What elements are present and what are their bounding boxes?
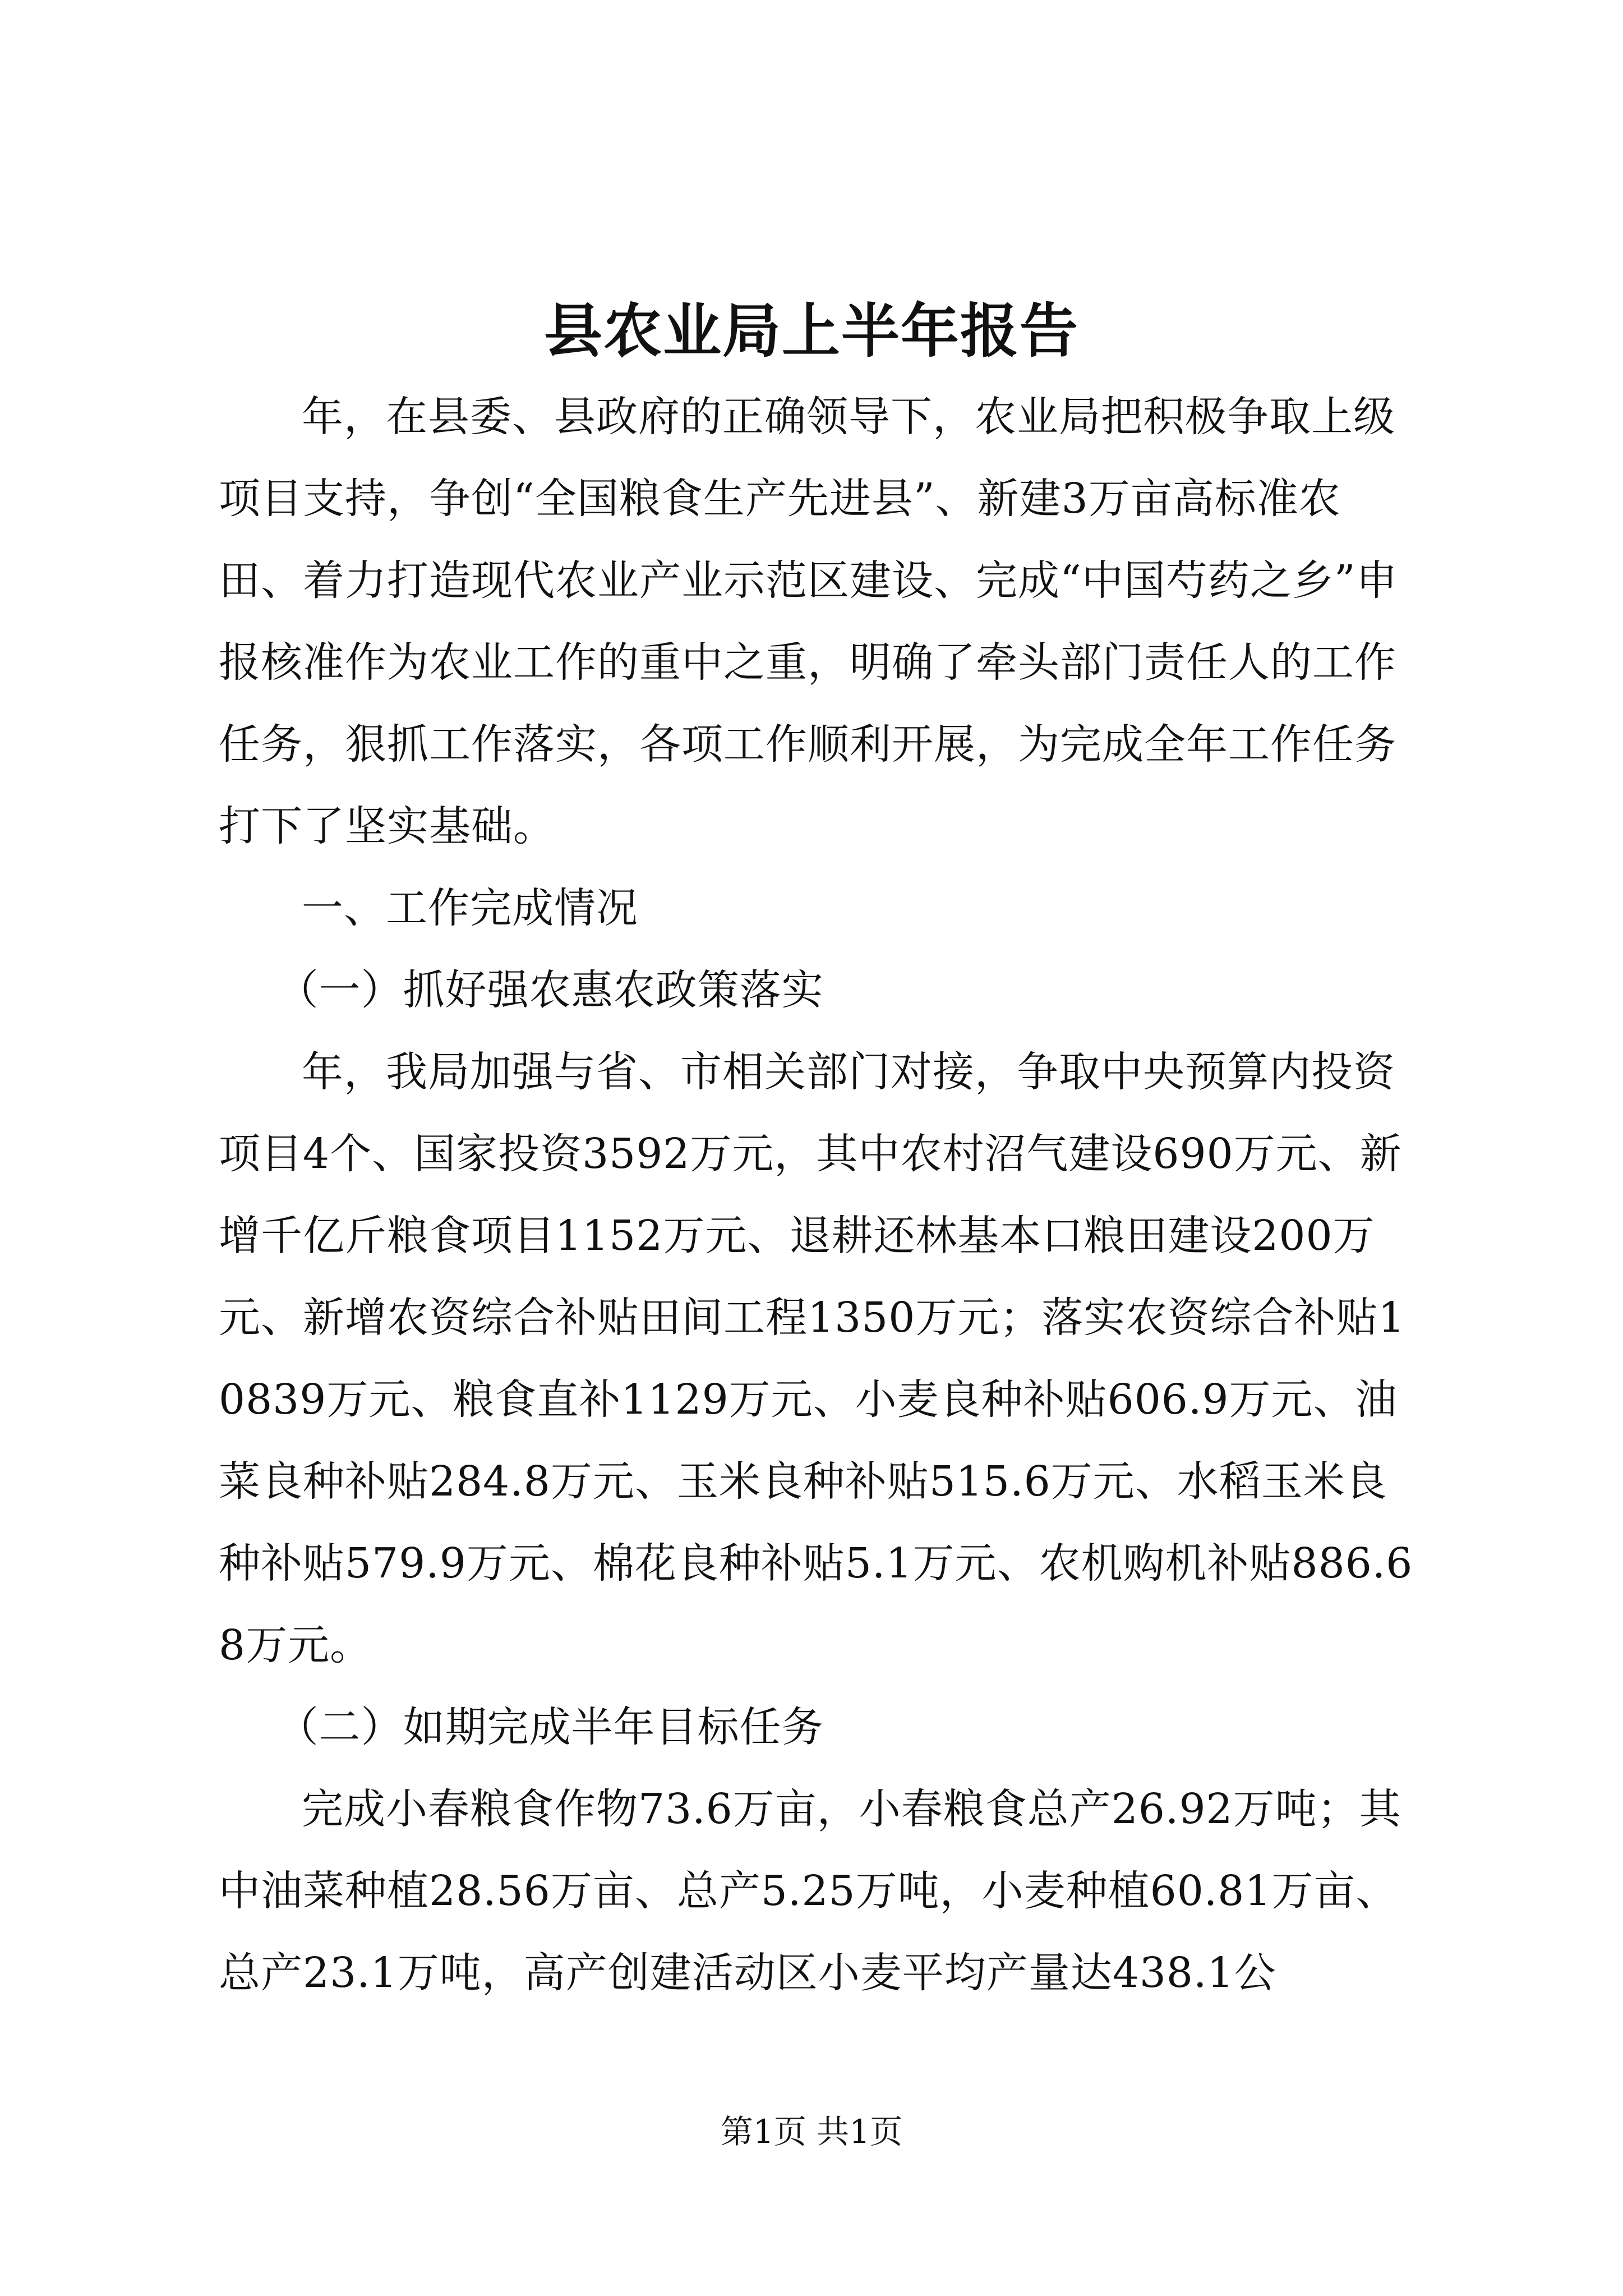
document-title: 县农业局上半年报告 (543, 296, 1079, 365)
section-heading-work-status: 一、工作完成情况 (302, 884, 638, 932)
subsection-heading-policy: （一）抓好强农惠农政策落实 (276, 966, 824, 1014)
document-body (219, 376, 1424, 2014)
paragraph-harvest: 完成小春粮食作物73.6万亩，小春粮食总产26.92万吨；其中油菜种植28.56万亩、总产5.25万吨，小麦种植60.81万亩、总产23.1万吨，高产创建活动区小麦平均产量达438.1公 (219, 1785, 1401, 1997)
paragraph-intro: 年，在县委、县政府的正确领导下，农业局把积极争取上级项目支持，争创“全国粮食生产先进县”、新建3万亩高标准农田、着力打造现代农业产业示范区建设、完成“中国芍药之乡”申报核准作为农业工作的重中之重，明确了牵头部门责任人的工作任务，狠抓工作落实，各项工作顺利开展，为完成全年工作任务打下了坚实基础。 (219, 393, 1398, 850)
subsection-heading-targets: （二）如期完成半年目标任务 (276, 1703, 824, 1751)
paragraph-investment: 年，我局加强与省、市相关部门对接，争取中央预算内投资项目4个、国家投资3592万元，其中农村沼气建设690万元、新增千亿斤粮食项目1152万元、退耕还林基本口粮田建设200万元、新增农资综合补贴田间工程1350万元；落实农资综合补贴10839万元、粮食直补1129万元、小麦良种补贴606.9万元、油菜良种补贴284.8万元、玉米良种补贴515.6万元、水稻玉米良种补贴579.9万元、棉花良种补贴5.1万元、农机购机补贴886.68万元。 (219, 1048, 1413, 1669)
page-number: 第1页 共1页 (720, 2113, 903, 2151)
